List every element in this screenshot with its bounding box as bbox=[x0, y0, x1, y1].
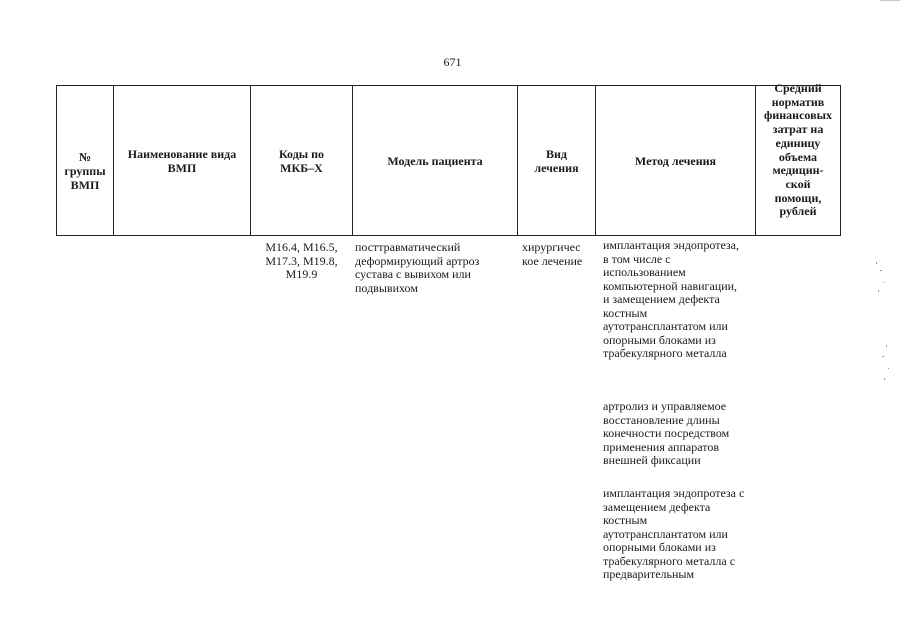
header-treatment-method: Метод лечения bbox=[634, 153, 717, 168]
cell-icd-codes: M16.4, M16.5, M17.3, M19.8, M19.9 bbox=[265, 240, 338, 281]
cell-treatment-method-3: имплантация эндопротеза с замещением дефекта костным аутотрансплантатом или опорными блоками из трабекулярного металла с предварительным bbox=[603, 486, 745, 581]
cell-treatment-type: хирургичес кое лечение bbox=[522, 240, 583, 268]
header-bottom-border bbox=[56, 235, 841, 236]
header-vmp-name: Наименование вида ВМП bbox=[127, 146, 237, 175]
header-average-cost: Средний норматив финансовых затрат на единицу объема медицин- ской помощи, рублей bbox=[764, 81, 832, 219]
cell-treatment-method-2: артролиз и управляемое восстановление длины конечности посредством применения аппаратов внешней фиксации bbox=[603, 399, 730, 467]
page-number: 671 bbox=[443, 55, 462, 69]
cell-patient-model: посттравматический деформирующий артроз сустава с вывихом или подвывихом bbox=[355, 240, 480, 295]
header-patient-model: Модель пациента bbox=[387, 153, 483, 168]
header-icd-codes: Коды по МКБ–Х bbox=[278, 146, 325, 175]
header-group-number: № группы ВМП bbox=[64, 149, 106, 192]
header-treatment-type: Вид лечения bbox=[534, 146, 579, 175]
cell-treatment-method-1: имплантация эндопротеза, в том числе с использованием компьютерной навигации, и замещением дефекта костным аутотрансплантатом или опорными блоками из трабекулярного металла bbox=[603, 238, 739, 360]
col-divider bbox=[840, 85, 841, 236]
